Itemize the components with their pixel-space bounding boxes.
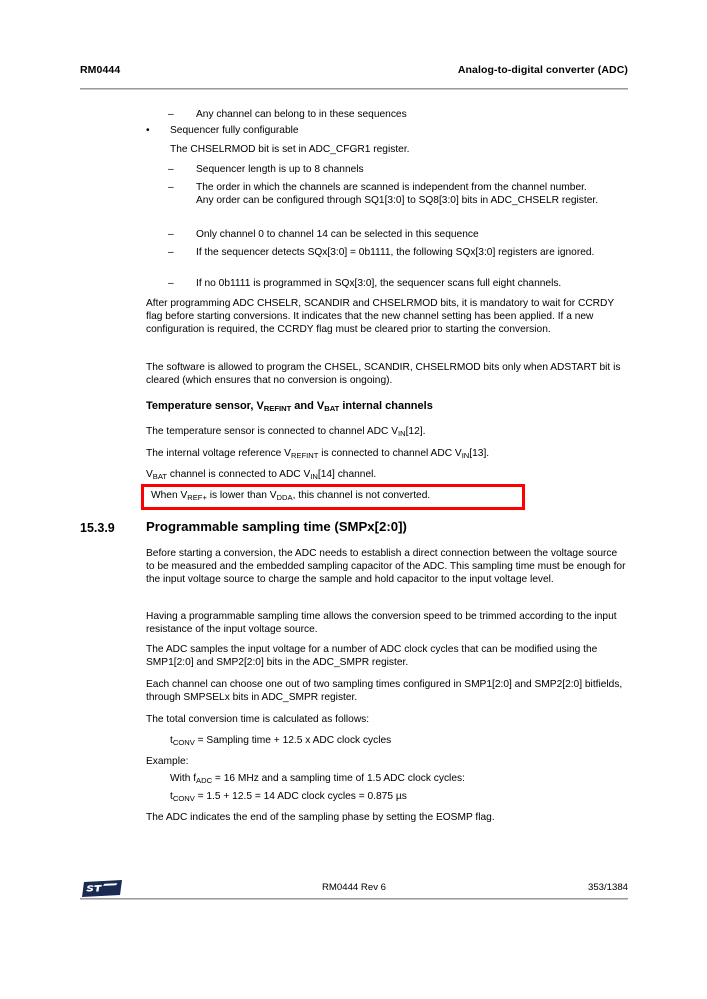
dash-marker: – <box>168 164 174 175</box>
text-part: t <box>170 791 173 802</box>
subscript-bat: BAT <box>324 404 340 414</box>
paragraph-temp-sensor-channel <box>146 425 628 438</box>
list-item: Any channel can belong to in these sequences <box>196 109 407 120</box>
paragraph-ccrdy: After programming ADC CHSELR, SCANDIR and CHSELRMOD bits, it is mandatory to wait for CCRDY flag before starting conversions. It indicates that the new channel setting has been applied. If a new configuration is required, the CCRDY flag must be cleared prior to starting the conversion. <box>146 298 615 336</box>
text-part: = Sampling time + 12.5 x ADC clock cycles <box>194 735 392 746</box>
subscript-refint: REFINT <box>263 404 292 414</box>
header-doc-id: RM0444 <box>80 64 121 76</box>
subsection-title-part2: and V <box>291 400 325 412</box>
example-label: Example: <box>146 756 189 767</box>
section-number: 15.3.9 <box>80 521 115 535</box>
dash-marker: – <box>168 229 174 240</box>
subscript-adc: ADC <box>196 776 213 786</box>
paragraph-sampling-3: The ADC samples the input voltage for a number of ADC clock cycles that can be modified using the SMP1[2:0] and SMP2[2:0] bits in the ADC_SMPR register. <box>146 644 598 669</box>
subscript-bat: BAT <box>152 472 168 482</box>
subscript-in: IN <box>461 451 470 461</box>
header-chapter-title: Analog-to-digital converter (ADC) <box>457 64 628 76</box>
dash-marker: – <box>168 278 174 289</box>
paragraph-sampling-2: Having a programmable sampling time allows the conversion speed to be trimmed according to the input resistance of the input voltage source. <box>146 611 617 636</box>
subsection-title-part3: internal channels <box>339 400 433 412</box>
list-item: Sequencer fully configurable <box>170 125 299 136</box>
subscript-ref-plus: REF+ <box>187 493 207 503</box>
subscript-conv: CONV <box>172 738 195 748</box>
text-part: [14] channel. <box>317 469 377 480</box>
formula-tconv <box>170 734 628 747</box>
example-line-fadc <box>170 772 628 785</box>
paragraph-vbat-channel <box>146 468 628 481</box>
dash-marker: – <box>168 109 174 120</box>
paragraph-vrefint-channel <box>146 447 628 460</box>
list-item: If no 0b1111 is programmed in SQx[3:0], the sequencer scans full eight channels. <box>196 278 562 289</box>
subscript-in: IN <box>398 429 406 439</box>
header-divider <box>80 88 628 90</box>
paragraph-sampling-1: Before starting a conversion, the ADC needs to establish a direct connection between the voltage source to be measured and the embedded sampling capacitor of the ADC. This sampling time must be enough for the input voltage source to charge the sample and hold capacitor to the input voltage level. <box>146 548 626 586</box>
text-part: [13]. <box>469 448 490 459</box>
subscript-conv: CONV <box>172 794 195 804</box>
text-part: is connected to channel ADC V <box>318 448 462 459</box>
list-item: Sequencer length is up to 8 channels <box>196 164 364 175</box>
text-part: The internal voltage reference V <box>146 448 291 459</box>
text-part: is lower than V <box>206 490 277 501</box>
subsection-title-temperature-sensor <box>146 399 433 414</box>
list-item: The order in which the channels are scanned is independent from the channel number. Any order can be configured through SQ1[3:0] to SQ8[3:0] bits in ADC_CHSELR register. <box>196 182 599 207</box>
text-part: The temperature sensor is connected to channel ADC V <box>146 426 398 437</box>
example-line-tconv <box>170 790 628 803</box>
text-part: channel is connected to ADC V <box>167 469 311 480</box>
text-part: = 1.5 + 12.5 = 14 ADC clock cycles = 0.875 µs <box>194 791 407 802</box>
bullet-marker: • <box>146 125 150 136</box>
callout-text <box>151 489 521 502</box>
list-item: Only channel 0 to channel 14 can be selected in this sequence <box>196 229 479 240</box>
text-part: V <box>146 469 153 480</box>
paragraph-sampling-5: The total conversion time is calculated as follows: <box>146 714 370 725</box>
text-part: With f <box>170 773 197 784</box>
text-part: [12]. <box>405 426 426 437</box>
footer-doc-revision: RM0444 Rev 6 <box>322 882 386 893</box>
text-part: t <box>170 735 173 746</box>
text-part: When V <box>151 490 188 501</box>
text-part: = 16 MHz and a sampling time of 1.5 ADC clock cycles: <box>212 773 465 784</box>
page-header <box>80 64 628 76</box>
footer-divider <box>80 898 628 900</box>
subsection-title-part1: Temperature sensor, V <box>146 400 264 412</box>
subscript-in: IN <box>310 472 318 482</box>
text-part: , this channel is not converted. <box>292 490 431 501</box>
list-item-note: The CHSELRMOD bit is set in ADC_CFGR1 register. <box>170 144 410 155</box>
paragraph-sampling-4: Each channel can choose one out of two sampling times configured in SMP1[2:0] and SMP2[2:0] bitfields, through SMPSELx bits in ADC_SMPR register. <box>146 679 623 704</box>
section-title: Programmable sampling time (SMPx[2:0]) <box>146 519 407 534</box>
dash-marker: – <box>168 182 174 193</box>
paragraph-software: The software is allowed to program the CHSEL, SCANDIR, CHSELRMOD bits only when ADSTART bit is cleared (which ensures that no conversion is ongoing). <box>146 362 621 387</box>
list-item: If the sequencer detects SQx[3:0] = 0b1111, the following SQx[3:0] registers are ignored. <box>196 247 595 258</box>
paragraph-sampling-6: The ADC indicates the end of the sampling phase by setting the EOSMP flag. <box>146 812 495 823</box>
footer-page-number: 353/1384 <box>587 882 628 893</box>
dash-marker: – <box>168 247 174 258</box>
subscript-refint: REFINT <box>290 451 319 461</box>
page-footer <box>80 880 628 898</box>
subscript-dda: DDA <box>276 493 293 503</box>
